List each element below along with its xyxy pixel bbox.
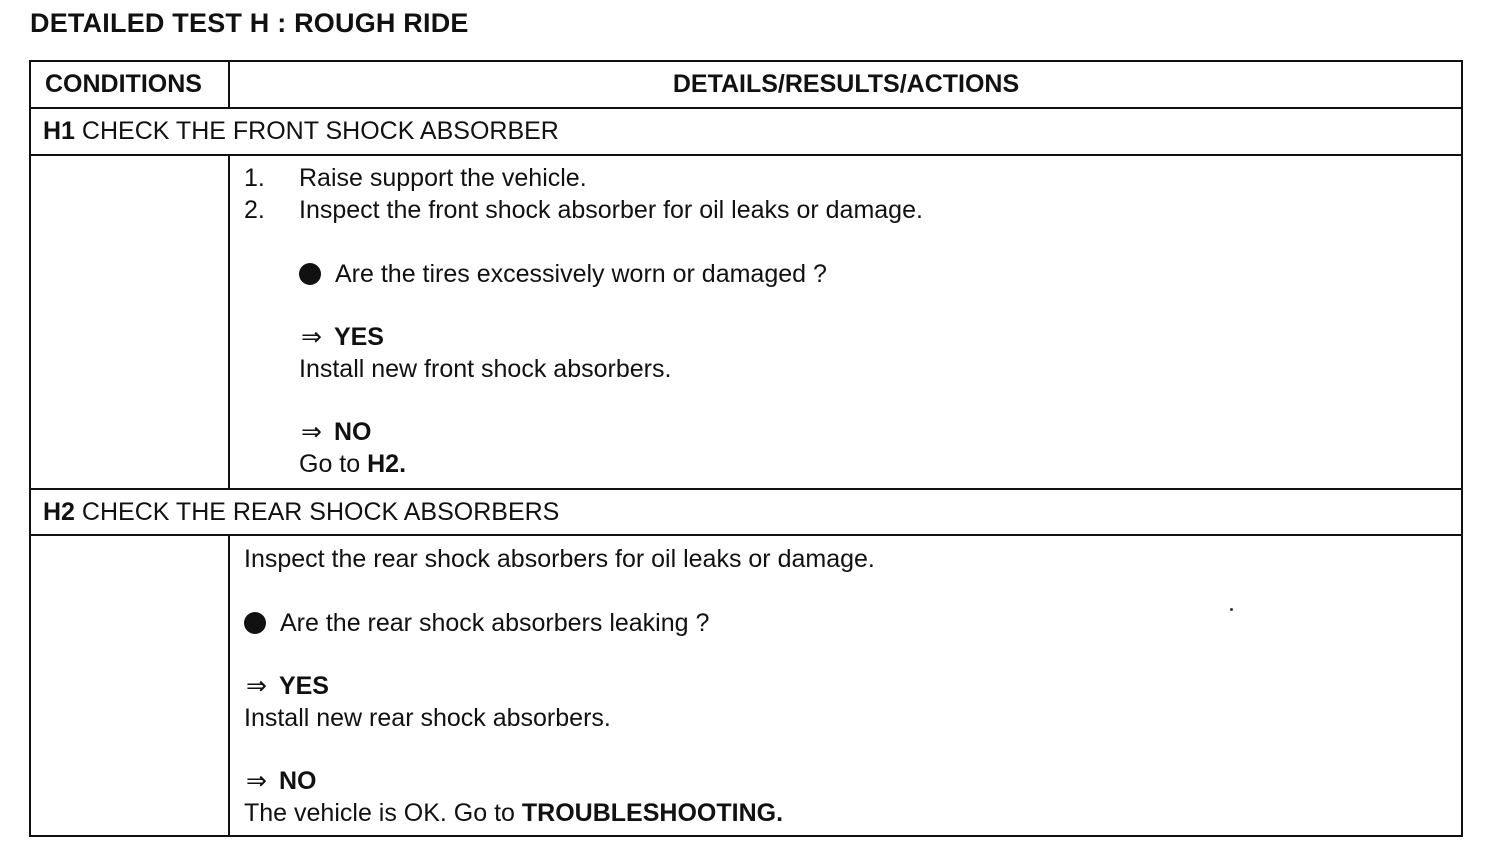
arrow-icon: ⇒ (246, 767, 267, 795)
h1-yes-action: Install new front shock absorbers. (299, 355, 672, 383)
bullet-icon (244, 612, 266, 634)
test-table (29, 60, 1463, 837)
h1-body-divider (31, 488, 1461, 490)
h1-question (299, 258, 827, 290)
h2-yes-label: YES (278, 672, 329, 700)
h1-no-action (299, 448, 406, 480)
h2-no (246, 765, 316, 797)
column-divider-h1 (228, 154, 230, 488)
arrow-icon: ⇒ (301, 323, 322, 351)
h1-yes (301, 321, 384, 353)
h2-no-action (244, 797, 783, 829)
h2-question-text: Are the rear shock absorbers leaking ? (280, 609, 710, 637)
h1-step-1-num: 1. (244, 164, 265, 192)
h2-no-action-prefix: The vehicle is OK. Go to (244, 799, 515, 827)
h2-intro: Inspect the rear shock absorbers for oil leaks or damage. (244, 545, 875, 573)
column-divider-h2 (228, 534, 230, 835)
h2-question (244, 607, 709, 639)
h2-yes (246, 670, 329, 702)
h1-no-action-prefix: Go to (299, 450, 361, 478)
h1-heading (43, 115, 559, 147)
h2-yes-action: Install new rear shock absorbers. (244, 704, 611, 732)
bullet-icon (299, 263, 321, 285)
h2-no-action-target: TROUBLESHOOTING. (521, 799, 784, 827)
arrow-icon: ⇒ (301, 418, 322, 446)
h1-code: H1 (43, 117, 75, 145)
header-conditions: CONDITIONS (45, 70, 202, 98)
h2-code: H2 (43, 498, 75, 526)
h1-heading-divider (31, 154, 1461, 156)
h1-heading-text: CHECK THE FRONT SHOCK ABSORBER (81, 117, 559, 145)
header-details: DETAILS/RESULTS/ACTIONS (672, 70, 1020, 98)
h1-step-2-text: Inspect the front shock absorber for oil leaks or damage. (299, 196, 923, 224)
h1-step-1-text: Raise support the vehicle. (299, 164, 587, 192)
h2-no-label: NO (278, 767, 317, 795)
h1-no-action-target: H2. (367, 450, 407, 478)
arrow-icon: ⇒ (246, 672, 267, 700)
header-divider (31, 107, 1461, 109)
h1-question-text: Are the tires excessively worn or damaged ? (335, 260, 827, 288)
page-title: DETAILED TEST H : ROUGH RIDE (30, 8, 469, 38)
h1-no-label: NO (333, 418, 372, 446)
scan-speck (1230, 608, 1233, 611)
h2-heading (43, 496, 559, 528)
h1-step-2-num: 2. (244, 196, 265, 224)
h2-heading-divider (31, 534, 1461, 536)
h1-no (301, 416, 371, 448)
h2-heading-text: CHECK THE REAR SHOCK ABSORBERS (81, 498, 560, 526)
h1-yes-label: YES (333, 323, 384, 351)
